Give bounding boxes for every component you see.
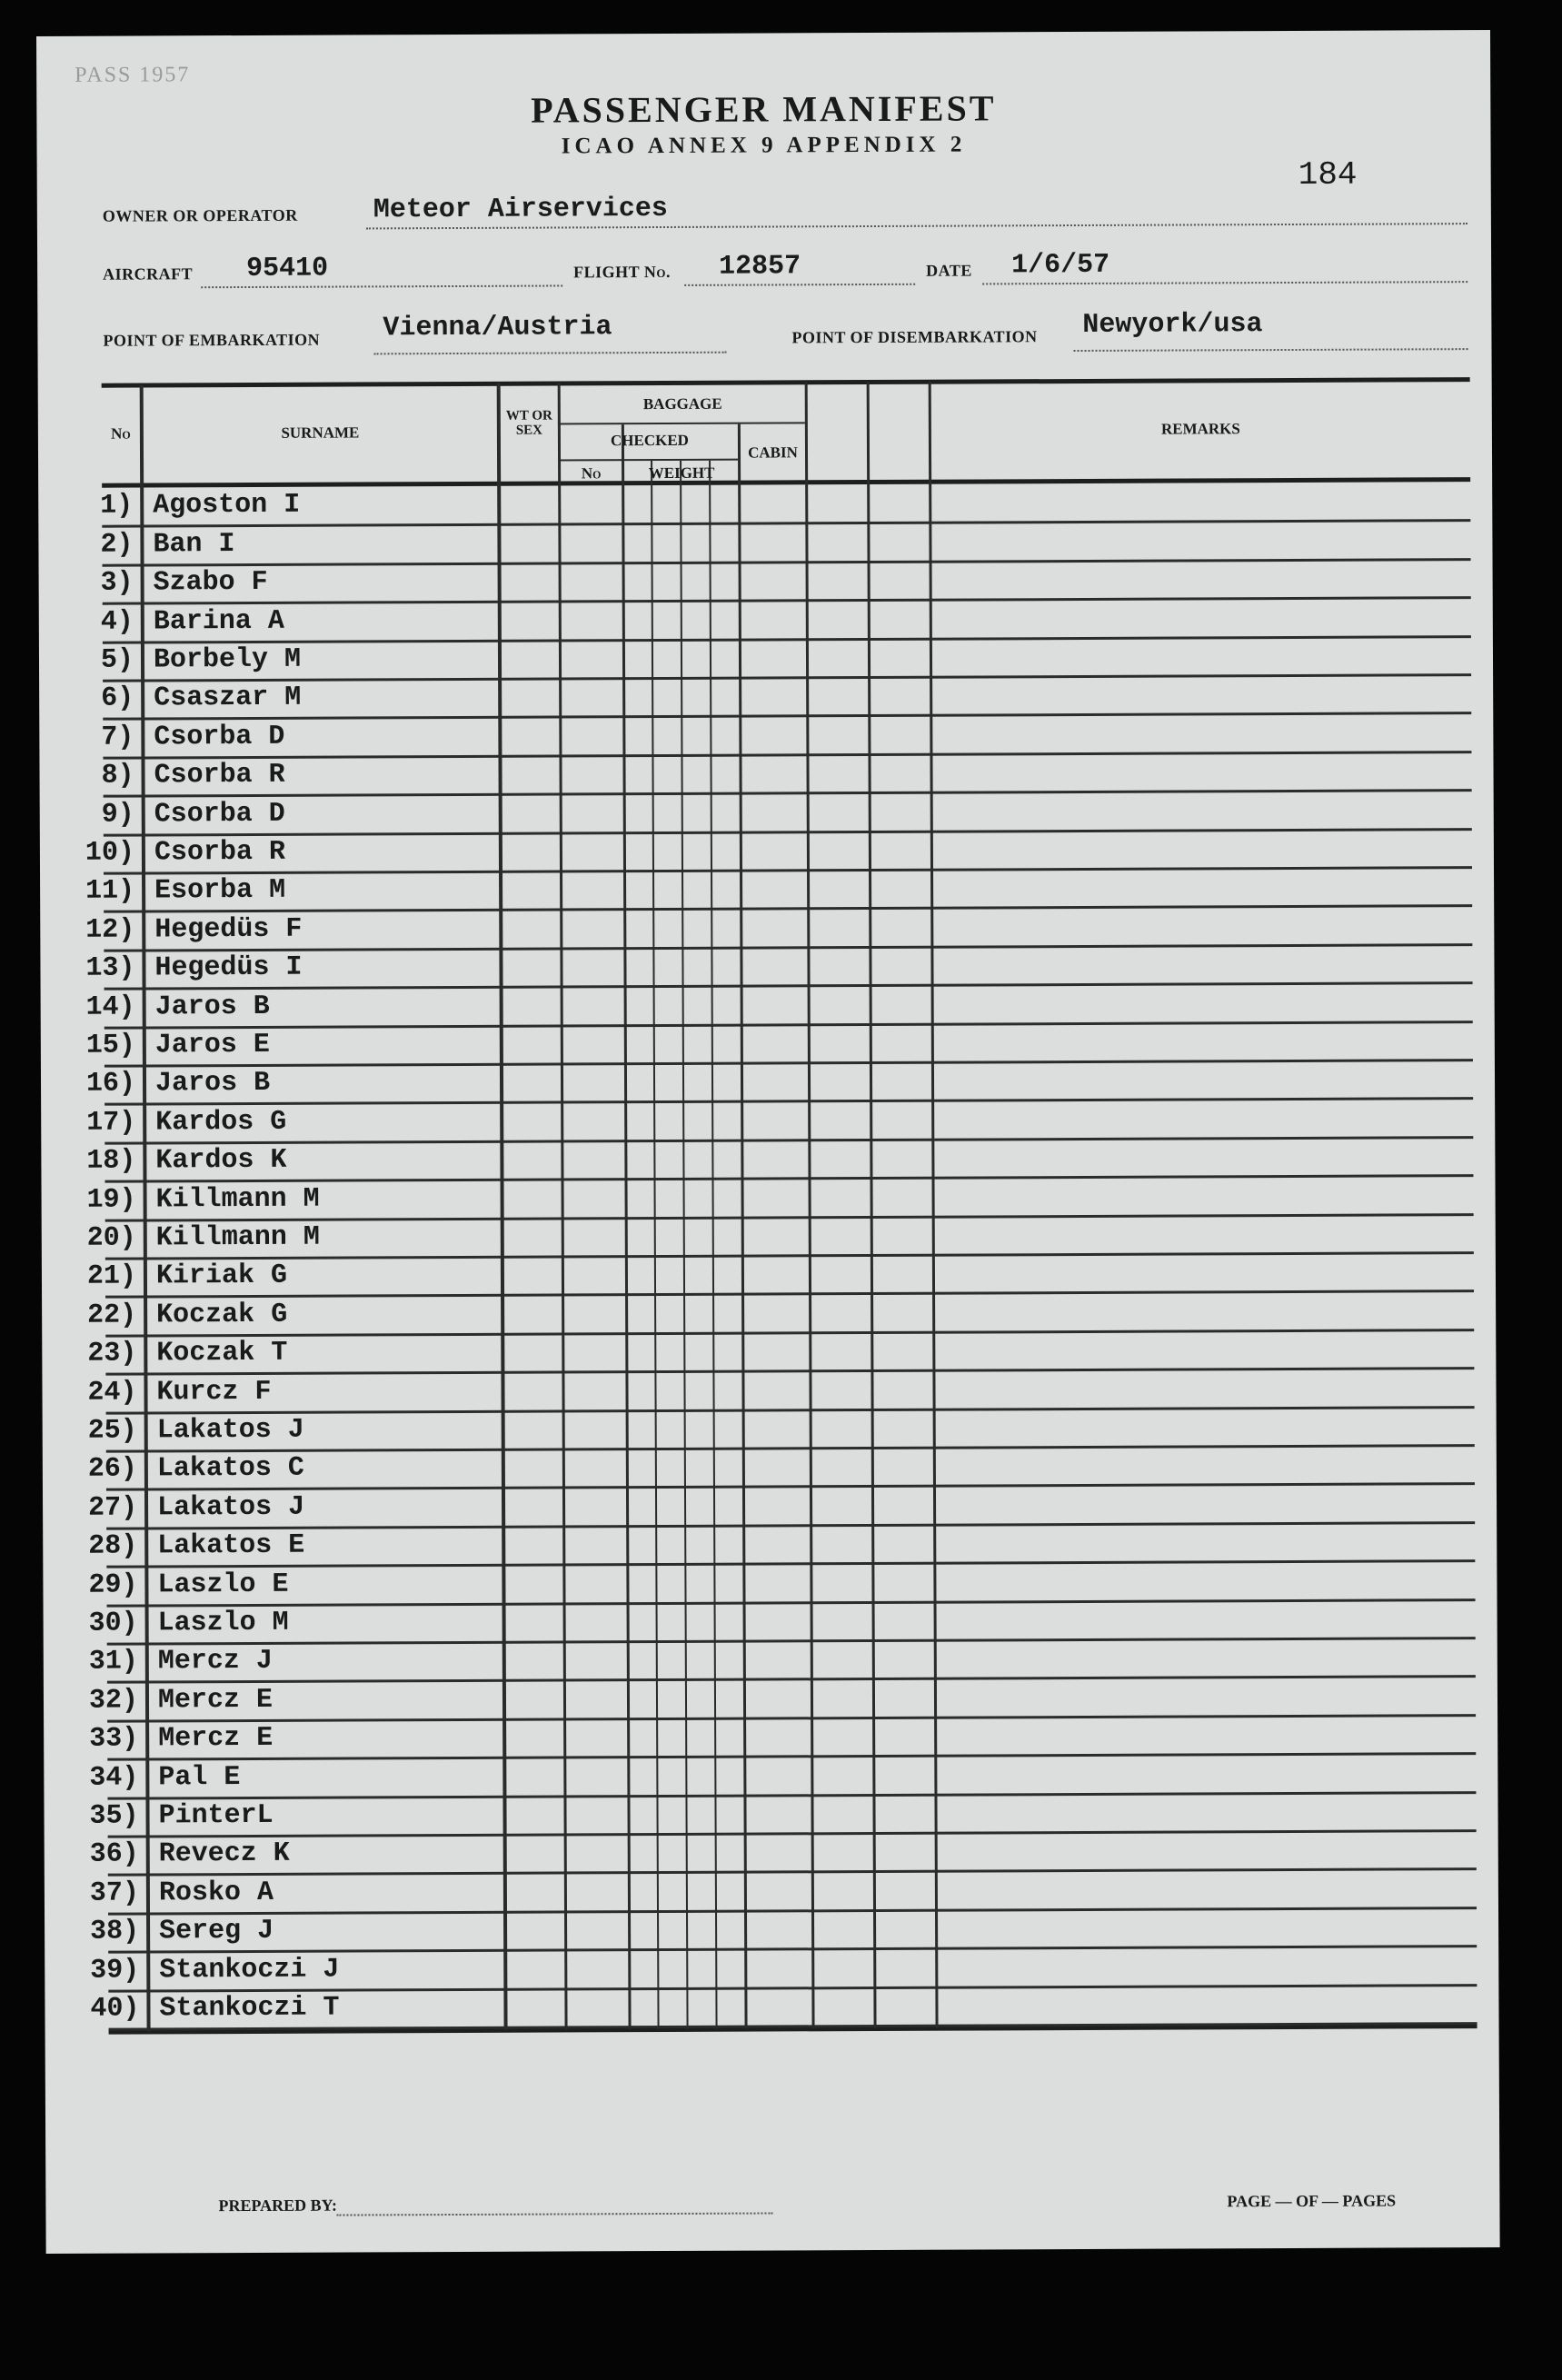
row-rule bbox=[103, 712, 1471, 722]
passenger-surname: Kardos G bbox=[155, 1106, 287, 1139]
row-number: 19) bbox=[86, 1184, 136, 1216]
manifest-sheet bbox=[36, 30, 1500, 2254]
embarkation-value: Vienna/Austria bbox=[383, 312, 612, 344]
row-number: 28) bbox=[88, 1530, 138, 1562]
prepared-by-label: PREPARED BY: bbox=[218, 2196, 337, 2216]
row-number: 32) bbox=[88, 1685, 139, 1717]
page-number: 184 bbox=[1298, 155, 1358, 194]
row-number: 3) bbox=[100, 567, 134, 599]
passenger-surname: Lakatos J bbox=[156, 1414, 304, 1447]
row-number: 23) bbox=[87, 1338, 137, 1369]
row-rule bbox=[107, 1752, 1476, 1761]
aircraft-value: 95410 bbox=[246, 253, 329, 284]
row-rule bbox=[104, 905, 1472, 914]
date-dotline bbox=[982, 281, 1467, 284]
passenger-surname: Pal E bbox=[158, 1761, 241, 1794]
header-bag-no: No bbox=[581, 464, 602, 483]
passenger-surname: Lakatos J bbox=[156, 1491, 305, 1524]
row-rule bbox=[105, 1329, 1474, 1338]
row-rule bbox=[103, 558, 1471, 567]
row-rule bbox=[107, 1675, 1476, 1684]
row-rule bbox=[104, 981, 1473, 991]
passenger-surname: Killmann M bbox=[155, 1183, 320, 1216]
row-number: 2) bbox=[100, 529, 134, 561]
row-number: 40) bbox=[90, 1993, 140, 2025]
row-number: 16) bbox=[85, 1068, 136, 1100]
row-number: 26) bbox=[87, 1453, 137, 1486]
owner-label: OWNER OR OPERATOR bbox=[102, 205, 298, 225]
date-label: DATE bbox=[926, 261, 972, 280]
row-number: 20) bbox=[86, 1222, 136, 1254]
row-rule bbox=[107, 1791, 1476, 1800]
passenger-surname: Csorba R bbox=[154, 836, 286, 869]
col-divider-extra1 bbox=[867, 382, 877, 2028]
disembarkation-value: Newyork/usa bbox=[1082, 309, 1263, 341]
header-baggage: BAGGAGE bbox=[642, 394, 722, 413]
owner-value: Meteor Airservices bbox=[373, 193, 668, 226]
row-number: 5) bbox=[100, 644, 134, 676]
aircraft-label: AIRCRAFT bbox=[103, 264, 194, 284]
row-rule bbox=[104, 1136, 1473, 1145]
passenger-surname: Mercz J bbox=[157, 1646, 273, 1678]
header-remarks: REMARKS bbox=[1160, 420, 1240, 438]
passenger-surname: Jaros E bbox=[154, 1029, 270, 1061]
passenger-surname: Esorba M bbox=[154, 875, 286, 907]
row-rule bbox=[107, 1637, 1476, 1646]
passenger-surname: Kurcz F bbox=[156, 1376, 272, 1409]
row-number: 24) bbox=[87, 1377, 137, 1409]
passenger-surname: Lakatos C bbox=[156, 1453, 304, 1485]
passenger-surname: Agoston I bbox=[153, 490, 301, 522]
document-subtitle: ICAO ANNEX 9 APPENDIX 2 bbox=[561, 132, 967, 159]
row-rule bbox=[103, 673, 1471, 682]
passenger-surname: Csorba D bbox=[154, 798, 285, 831]
passenger-surname: Hegedüs I bbox=[154, 951, 303, 984]
row-number: 6) bbox=[101, 682, 134, 715]
corner-stamp: PASS 1957 bbox=[75, 63, 191, 87]
passenger-surname: Barina A bbox=[153, 605, 284, 638]
row-rule bbox=[108, 1829, 1477, 1838]
baggage-rule bbox=[558, 422, 805, 424]
row-rule bbox=[102, 520, 1470, 529]
row-rule bbox=[104, 866, 1472, 875]
header-cabin: CABIN bbox=[748, 443, 798, 462]
row-number: 25) bbox=[87, 1415, 137, 1447]
passenger-surname: Hegedüs F bbox=[154, 913, 303, 946]
passenger-surname: Laszlo E bbox=[157, 1568, 289, 1601]
passenger-surname: Szabo F bbox=[153, 567, 268, 599]
row-rule bbox=[104, 1059, 1473, 1068]
row-number: 37) bbox=[89, 1877, 139, 1909]
passenger-surname: Kiriak G bbox=[155, 1260, 288, 1292]
row-number: 1) bbox=[100, 490, 134, 523]
header-checked: CHECKED bbox=[610, 431, 689, 450]
col-divider-surname bbox=[497, 383, 508, 2030]
passenger-surname: Koczak T bbox=[156, 1337, 288, 1369]
table-top-rule bbox=[102, 377, 1470, 388]
row-number: 22) bbox=[87, 1300, 137, 1331]
col-divider-bagno bbox=[622, 424, 632, 2029]
row-number: 38) bbox=[90, 1916, 140, 1947]
row-number: 11) bbox=[85, 875, 135, 908]
row-rule bbox=[104, 828, 1472, 837]
row-rule bbox=[105, 1367, 1474, 1376]
passenger-surname: PinterL bbox=[158, 1799, 274, 1832]
row-number: 4) bbox=[100, 606, 134, 638]
row-number: 13) bbox=[85, 952, 135, 984]
row-number: 8) bbox=[101, 760, 134, 792]
row-rule bbox=[104, 1021, 1473, 1030]
row-rule bbox=[108, 1867, 1477, 1877]
row-rule bbox=[104, 943, 1472, 952]
passenger-surname: Lakatos E bbox=[157, 1529, 305, 1562]
passenger-surname: Laszlo M bbox=[157, 1607, 289, 1639]
row-rule bbox=[106, 1406, 1475, 1415]
row-number: 9) bbox=[101, 799, 134, 831]
passenger-surname: Stankoczi T bbox=[159, 1992, 340, 2025]
row-number: 15) bbox=[85, 1030, 135, 1061]
row-number: 10) bbox=[85, 837, 134, 869]
flight-label: FLIGHT No. bbox=[573, 262, 671, 282]
passenger-surname: Mercz E bbox=[158, 1723, 274, 1755]
aircraft-dotline bbox=[201, 284, 562, 288]
embarkation-dotline bbox=[374, 352, 727, 355]
disembarkation-dotline bbox=[1074, 348, 1468, 352]
header-no: No bbox=[111, 424, 131, 443]
col-divider-cabin bbox=[805, 382, 815, 2028]
header-surname: SURNAME bbox=[281, 423, 360, 442]
row-number: 35) bbox=[89, 1800, 139, 1832]
passenger-surname: Kardos K bbox=[155, 1144, 287, 1177]
prepared-by-dotline bbox=[336, 2212, 772, 2216]
row-number: 39) bbox=[90, 1955, 140, 1987]
row-rule bbox=[106, 1482, 1475, 1491]
passenger-surname: Csorba R bbox=[154, 760, 285, 792]
row-number: 33) bbox=[89, 1723, 139, 1755]
checked-rule bbox=[558, 459, 740, 462]
row-rule bbox=[104, 1098, 1473, 1107]
passenger-surname: Koczak G bbox=[156, 1299, 288, 1331]
passenger-surname: Revecz K bbox=[158, 1838, 290, 1870]
passenger-surname: Killmann M bbox=[155, 1221, 320, 1254]
row-rule bbox=[108, 1907, 1477, 1916]
row-number: 18) bbox=[86, 1145, 136, 1177]
passenger-surname: Ban I bbox=[153, 528, 235, 561]
passenger-surname: Mercz E bbox=[157, 1684, 274, 1717]
row-rule bbox=[103, 635, 1471, 644]
passenger-surname: Rosko A bbox=[158, 1877, 274, 1909]
col-divider-wtsex bbox=[558, 383, 568, 2029]
row-rule bbox=[105, 1290, 1474, 1300]
passenger-surname: Borbely M bbox=[153, 643, 302, 676]
flight-dotline bbox=[684, 284, 915, 286]
row-number: 14) bbox=[85, 991, 135, 1023]
flight-value: 12857 bbox=[719, 251, 801, 283]
row-number: 7) bbox=[101, 722, 134, 753]
passenger-surname: Csaszar M bbox=[154, 682, 302, 714]
date-value: 1/6/57 bbox=[1011, 249, 1110, 282]
passenger-surname: Csorba D bbox=[154, 721, 285, 753]
row-rule bbox=[106, 1444, 1475, 1453]
passenger-surname: Jaros B bbox=[154, 991, 270, 1023]
row-number: 34) bbox=[89, 1762, 139, 1794]
row-rule bbox=[104, 1174, 1473, 1183]
passenger-surname: Jaros B bbox=[154, 1068, 271, 1100]
row-rule bbox=[103, 596, 1471, 605]
table-header-rule bbox=[102, 477, 1470, 488]
row-number: 31) bbox=[88, 1646, 138, 1678]
col-divider-no bbox=[140, 384, 151, 2031]
document-title: PASSENGER MANIFEST bbox=[531, 87, 997, 131]
row-number: 12) bbox=[85, 914, 135, 946]
row-rule bbox=[108, 1945, 1477, 1954]
disembarkation-label: POINT OF DISEMBARKATION bbox=[791, 327, 1038, 347]
header-wt-sex: WT OR SEX bbox=[505, 408, 552, 438]
row-rule bbox=[106, 1559, 1475, 1568]
row-rule bbox=[107, 1714, 1476, 1723]
row-number: 36) bbox=[89, 1838, 139, 1871]
row-rule bbox=[103, 751, 1471, 760]
row-number: 17) bbox=[86, 1107, 136, 1139]
passenger-surname: Sereg J bbox=[159, 1916, 274, 1947]
page-of-pages-label: PAGE — OF — PAGES bbox=[1227, 2191, 1397, 2211]
row-rule bbox=[106, 1521, 1475, 1530]
row-number: 30) bbox=[88, 1608, 138, 1639]
row-rule bbox=[107, 1598, 1476, 1608]
col-divider-checked bbox=[738, 424, 748, 2029]
row-number: 27) bbox=[87, 1492, 138, 1524]
row-rule bbox=[104, 789, 1472, 798]
passenger-surname: Stankoczi J bbox=[159, 1954, 340, 1987]
row-number: 21) bbox=[86, 1260, 137, 1293]
embarkation-label: POINT OF EMBARKATION bbox=[103, 330, 321, 350]
header-weight: WEIGHT bbox=[648, 463, 715, 483]
row-number: 29) bbox=[88, 1569, 138, 1601]
col-divider-extra2 bbox=[929, 382, 939, 2028]
